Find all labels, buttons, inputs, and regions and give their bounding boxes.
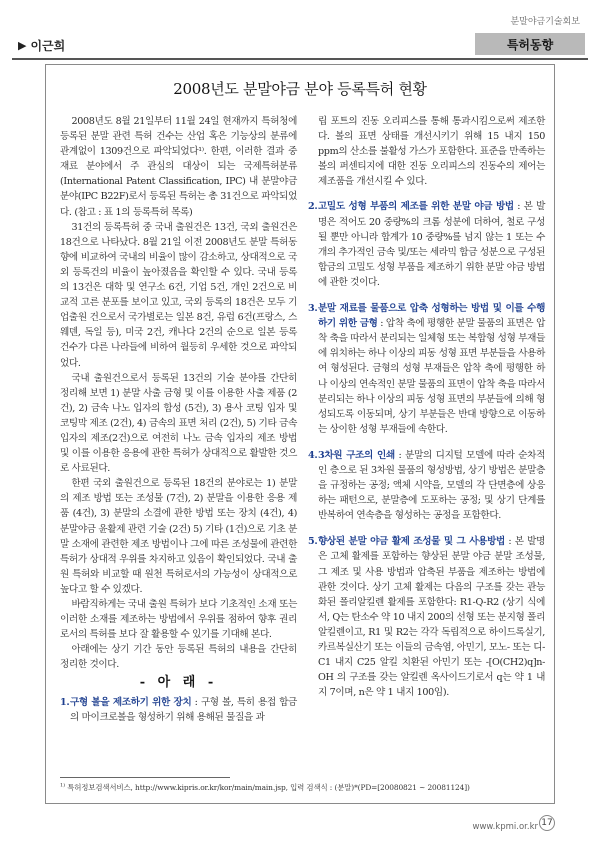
item-heading: 향상된 분말 야금 활제 조성물 및 그 사용방법 [318, 536, 505, 548]
item-text: : 본 발명은 고체 활제를 포함하는 향상된 분말 야금 분말 조성물, 그 제조 및 사용 방법과 압축된 부품을 제조하는 방법에 관한 것이다. 상기 고체 활제는 다음의 구조를 갖는 관능화된 폴리알킬렌 활제를 포함한다: R1-Q-R2 (상기 식에서, Q는 탄소수 약 10 내지 200의 선형 또는 분지형 폴리알킬렌이고, R1 및 R2는 각각 독립적으로 하이드록실기, 카르복실산기 또는 이들의 금속염, 아민기, 모노- 또는 디-C1 내지 C25 알킬 치환된 아민기 또는 -[O(CH2)q]n-OH 의 구조를 갖는 알킬렌 옥사이드기로서 q는 약 1 내지 7이며, n은 약 1 내지 100임). [318, 536, 545, 699]
item-heading: 고밀도 성형 부품의 제조를 위한 분말 야금 방법 [318, 201, 514, 213]
patent-item [308, 199, 545, 290]
item-heading: 3차원 구조의 인쇄 [318, 449, 395, 461]
paragraph: 31건의 등록특허 중 국내 출원건은 13건, 국외 출원건은 18건으로 나타났다. 8월 21일 이전 2008년도 분말 특허동향에 비교하여 국내의 비율이 많이 감소하고, 상대적으로 국외 등록건의 비율이 높아졌음을 확인할 수 있다. 국내 등록의 13건은 대학 및 연구소 6건, 기업 5건, 개인 2건으로 비교적 고른 분포를 보이고 있고, 국외 등록의 18건은 모두 기업출원 건으로서 국가별로는 일본 8건, 유럽 6건(프랑스, 스웨덴, 독일 등), 미국 2건, 캐나다 2건의 순으로 일본 등록 건수가 다른 나라들에 비하여 월등히 우세한 것으로 파악되었다. [60, 221, 297, 369]
paragraph: 한편 국외 출원건으로 등록된 18건의 분야로는 1) 분말의 제조 방법 또는 조성물 (7건), 2) 분말을 이용한 응용 제품 (4건), 3) 분말의 소결에 관한 방법 또는 장치 (4건), 4) 분말야금 윤활제 관련 기술 (2건) 5) 기타 (1건)으로 기초 분말 소재에 관련한 제조 방법이나 그에 따른 조성물에 관련한 특허가 상대적 우위를 차지하고 있음이 확인되었다. 국내 출원 특허와 비교할 때 원천 특허로서의 가능성이 상대적으로 높다고 할 수 있겠다. [60, 478, 297, 595]
item-body [318, 199, 545, 290]
paragraph: 2008년도 8월 21일부터 11월 24일 현재까지 특허청에 등록된 분말 관련 특허 건수는 산업 혹은 기능상의 분류에 관계없이 1309건으로 파악되었다¹⁾. 한편, 이러한 결과 중 재료 분야에서 주 관심의 대상이 되는 국제특허분류(International Patent Classification, IPC) 내 분말야금분야(IPC B22F)로서 등록된 특허는 총 31건으로 파악되었다. (참고 : 표 1의 등록특허 목록) [60, 116, 297, 218]
item-number: 4. [308, 449, 318, 461]
article-title: 2008년도 분말야금 분야 등록특허 현황 [173, 80, 427, 98]
item-text: : 분말의 디지털 모델에 따라 순차적인 층으로 된 3차원 물품의 형성방법, 상기 방법은 분말층을 규정하는 공정; 액체 시약을, 모델의 각 단면층에 상응하는 패턴으로, 분말층에 도포하는 공정; 및 상기 단계를 반복하여 연속층을 형성하는 공정을 포함한다. [318, 449, 545, 522]
paragraph: 국내 출원건으로서 등록된 13건의 기술 분야를 간단히 정리해 보면 1) 분말 사출 금형 및 이를 이용한 사출 제품 (2건), 2) 금속 나노 입자의 합성 (5건), 3) 용사 코팅 입자 및 코팅막 제조 (2건), 4) 금속의 표면 처리 (2건), 5) 기타 금속 입자의 제조(2건)으로 여전히 나노 금속 입자의 제조 방법 및 이를 이용한 응용에 관한 특허가 상대적으로 활발한 것으로 사료된다. [60, 372, 297, 475]
item-number: 5. [308, 536, 318, 548]
item-text: : 본 발명은 적어도 20 중량%의 크롬 성분에 더하여, 철로 구성될 뿐만 아니라 합계가 10 중량%를 넘지 않는 1 또는 수개의 추가적인 금속 및/또는 세라믹 합금 성분으로 구성된 합금의 고밀도 성형 부품을 제조하기 위한 분말 야금 방법에 관한 것이다. [318, 201, 545, 288]
patent-item [60, 695, 297, 725]
top-rule [12, 58, 588, 60]
item-number: 1. [60, 696, 70, 708]
item-text: : 구형 볼, 특히 용접 합금의 마이크로볼을 형성하기 위해 용해된 물질을 과 [70, 696, 297, 723]
item-body [318, 534, 545, 700]
footnote-rule [60, 777, 230, 778]
website-url[interactable]: www.kpmi.or.kr [472, 822, 538, 832]
author-name: 이근희 [30, 39, 66, 53]
journal-name: 분말야금기술회보 [510, 17, 580, 27]
continued-text: 립 포트의 진동 오리피스를 통해 통과시킴으로써 제조한다. 볼의 표면 상태를 개선시키기 위해 15 내지 150 ppm의 산소를 불활성 가스가 포함한다. 표준을 만족하는 볼의 퍼센티지에 대한 진동 오리피스의 진동수의 제어는 제조품을 개선시킬 수 있다. [318, 116, 545, 188]
item-heading: 구형 볼을 제조하기 위한 장치 [70, 696, 192, 708]
footnote [60, 782, 540, 793]
page-number: 17 [539, 815, 555, 831]
paragraph: 아래에는 상기 기간 동안 등록된 특허의 내용을 간단히 정리한 것이다. [60, 644, 297, 671]
right-column [308, 114, 545, 711]
item-number: 2. [308, 201, 318, 213]
item-body [318, 448, 545, 523]
footnote-marker: 1) [60, 782, 65, 789]
patent-item [308, 301, 545, 437]
section-tag: 특허동향 [475, 33, 585, 55]
left-column [60, 114, 297, 736]
item-body [70, 695, 297, 725]
item-heading: 분말 재료를 물품으로 압축 성형하는 방법 및 이를 수행하기 위한 금형 [318, 303, 545, 330]
item-text: : 압착 축에 평행한 분말 물품의 표면은 압착 축을 따라서 분리되는 일체형 또는 복합형 성형 부재들에 위치하는 하나 이상의 피동 성형 표면 부분들을 사용하여 형성된다. 금형의 성형 부재들은 압착 축에 평행한 하나 이상의 연속적인 분말 물품의 표면이 압착 축을 따라서 분리되는 하나 이상의 피동 성형 표면의 부분들에 의해 형성되도록 이동되며, 상기 부분들은 반대 방향으로 이동하는 상이한 성형 부재들에 속한다. [318, 318, 545, 435]
triangle-icon: ▶ [18, 39, 27, 52]
item-body [318, 301, 545, 437]
author-bar [18, 37, 65, 54]
paragraph: 바람직하게는 국내 출원 특허가 보다 기초적인 소재 또는 이러한 소재를 제조하는 방법에서 우위를 점하여 향후 권리로서의 특허를 보다 잘 활용할 수 있기를 기대해 본다. [60, 599, 297, 641]
divider-heading: - 아 래 - [139, 675, 218, 691]
patent-item [308, 448, 545, 523]
patent-item [308, 534, 545, 700]
item-number: 3. [308, 303, 318, 315]
footnote-text[interactable]: 특허정보검색서비스, http://www.kipris.or.kr/kor/main/main.jsp, 입력 검색식 : (분말)*(PD=[20080821 ~ 20081124]) [67, 783, 470, 792]
